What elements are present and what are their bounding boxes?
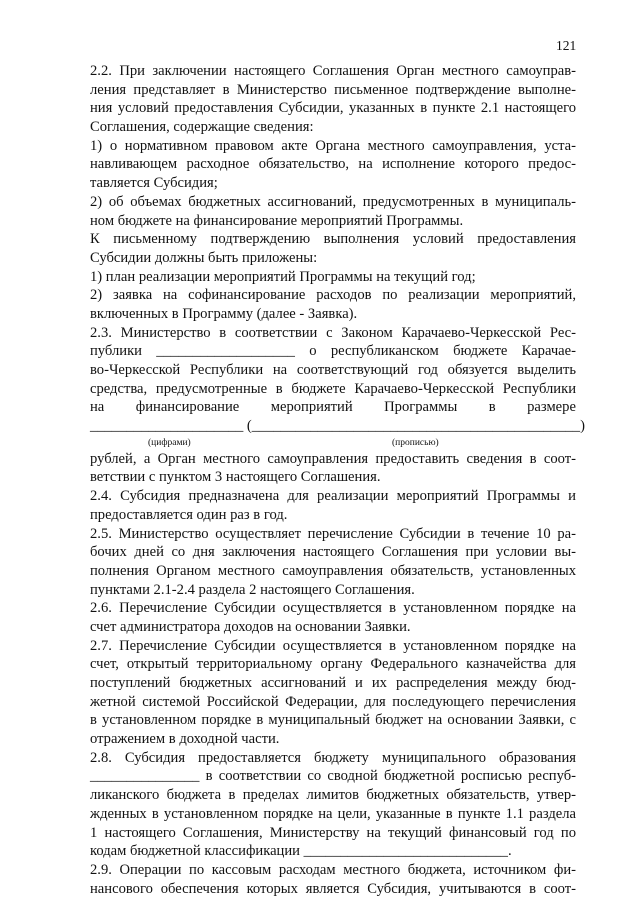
text-line: счет, открытый территориальному органу Федерального казначейства для (90, 656, 576, 673)
text-line: 2.8. Субсидия предоставляется бюджету муниципального образования (90, 749, 576, 766)
blank-captions (90, 436, 576, 450)
page-number: 121 (556, 38, 577, 53)
document-body (90, 62, 585, 898)
text-line: 2.2. При заключении настоящего Соглашения Орган местного самоуправ- (90, 63, 576, 79)
text-line: ления представляет в Министерство письменное подтверждение выполне- (90, 81, 576, 98)
text-line: рублей, а Орган местного самоуправления предоставить сведения в соот- (90, 450, 576, 467)
caption-figures: (цифрами) (148, 437, 191, 448)
text-line: полнения Органом местного самоуправления обязательств, установленных (90, 562, 576, 579)
word: в (488, 399, 496, 416)
text-line: Соглашения, содержащие сведения: (90, 119, 314, 136)
text-line: жетной системой Российской Федерации, для последующего перечисления (90, 693, 576, 710)
text-line: К письменному подтверждению выполнения условий предоставления (90, 231, 576, 248)
text-line: навливающем расходное обязательство, на исполнение которого предос- (90, 156, 576, 173)
text-line: 1 настоящего Соглашения, Министерству на текущий финансовый год по (90, 824, 576, 841)
text-line: пунктами 2.1-2.4 раздела 2 настоящего Соглашения. (90, 581, 415, 598)
text-line: 1) план реализации мероприятий Программы на текущий год; (90, 268, 476, 285)
text-line: отражением в доходной части. (90, 731, 280, 748)
text-line: средства, предусмотренные в бюджете Карачаево-Черкесской Республики (90, 380, 576, 397)
text-line: нансового обеспечения которых является Субсидия, учитываются в соот- (90, 880, 576, 897)
text-line: ликанского бюджета в пределах лимитов бюджетных обязательств, утвер- (90, 787, 576, 804)
text-line: 1) о нормативном правовом акте Органа местного самоуправления, уста- (90, 137, 576, 154)
text-line: 2.9. Операции по кассовым расходам местного бюджета, источником фи- (90, 861, 576, 878)
text-line: 2.7. Перечисление Субсидии осуществляется в установленном порядке на (90, 637, 576, 654)
text-line: 2) об объемах бюджетных ассигнований, предусмотренных в муниципаль- (90, 193, 576, 210)
word: размере (527, 399, 576, 416)
text-line: предоставляется один раз в год. (90, 506, 288, 523)
text-line: публики ___________________ о республиканском бюджете Карачае- (90, 343, 576, 360)
text-line: 2.6. Перечисление Субсидии осуществляется в установленном порядке на (90, 600, 576, 617)
text-line: поступлений бюджетных ассигнований и их распределения между бюд- (90, 675, 576, 691)
word: на (90, 399, 105, 416)
amount-blank-fields: _____________________ (_____________________________________________) (90, 418, 585, 435)
text-line: _______________ в соответствии со сводной бюджетной росписью респуб- (90, 768, 576, 785)
caption-words: (прописью) (392, 437, 439, 448)
text-line: 2.3. Министерство в соответствии с Законом Карачаево-Черкесской Рес- (90, 324, 576, 341)
text-line-financing (90, 398, 576, 417)
word: Программы (384, 399, 458, 416)
text-line: 2) заявка на софинансирование расходов по реализации мероприятий, (90, 287, 576, 304)
text-line: счет администратора доходов на основании Заявки. (90, 618, 411, 635)
text-line: бочих дней со дня заключения настоящего Соглашения при условии вы- (90, 544, 576, 561)
word: мероприятий (270, 399, 353, 416)
text-line: кодам бюджетной классификации ____________________________. (90, 843, 512, 860)
text-line: тавляется Субсидия; (90, 175, 218, 192)
text-line: ветствии с пунктом 3 настоящего Соглашения. (90, 469, 381, 486)
text-line: 2.4. Субсидия предназначена для реализации мероприятий Программы и (90, 488, 576, 505)
text-line: во-Черкесской Республики на соответствующий год обязуется выделить (90, 362, 576, 378)
text-line: в установленном порядке в муниципальный бюджет на основании Заявки, с (90, 712, 576, 729)
text-line: включенных в Программу (далее - Заявка). (90, 305, 358, 322)
text-line: Субсидии должны быть приложены: (90, 249, 318, 266)
text-line: жденных в установленном порядке на цели, указанные в пункте 1.1 раздела (90, 805, 576, 822)
text-line: ния условий предоставления Субсидии, указанных в пункте 2.1 настоящего (90, 100, 576, 117)
text-line: 2.5. Министерство осуществляет перечисление Субсидии в течение 10 ра- (90, 525, 576, 542)
word: финансирование (135, 399, 240, 416)
text-line: ном бюджете на финансирование мероприятий Программы. (90, 212, 464, 229)
